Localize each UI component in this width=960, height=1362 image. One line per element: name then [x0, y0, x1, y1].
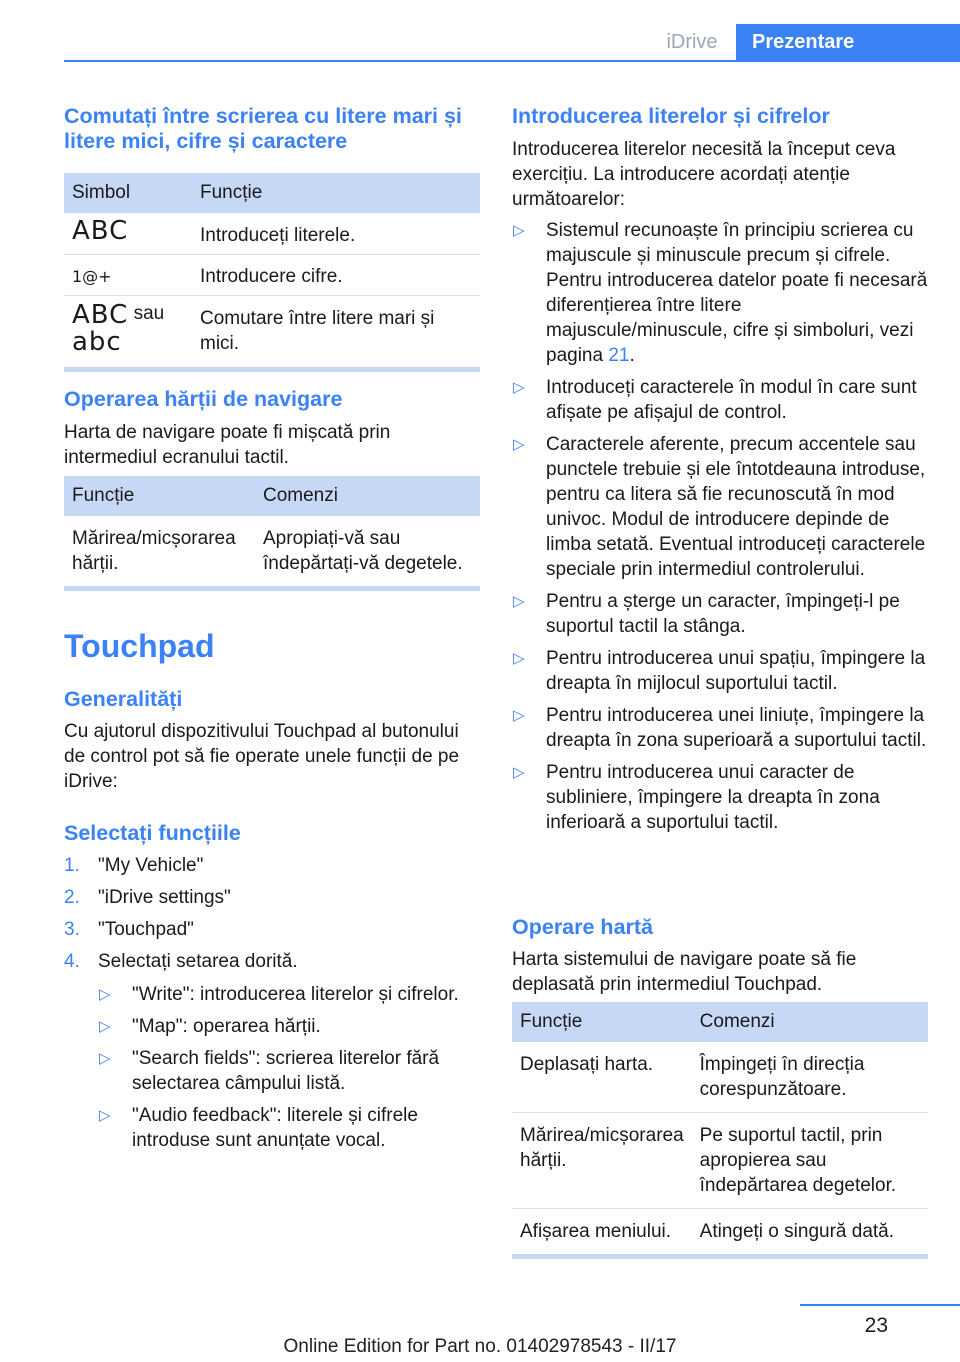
bullet-text: Pentru introducerea unui caracter de subliniere, împingere la dreapta în zona inferioară a suportului tactil. — [546, 762, 880, 833]
step-text: "My Vehicle" — [98, 855, 204, 876]
table-header-row — [64, 173, 480, 213]
column-header: Comenzi — [255, 476, 480, 516]
general-text: Cu ajutorul dispozitivului Touchpad al butonului de control pot să fie operate unele funcții de pe iDrive: — [64, 721, 460, 792]
triangle-bullet-icon: ▷ — [513, 764, 525, 781]
list-item — [512, 589, 928, 639]
map-operation-table-block — [512, 1002, 928, 1259]
header-chapter: Prezentare — [736, 24, 960, 60]
bullet-text: Caracterele aferente, precum accentele sau punctele trebuie și ele întotdeauna introduse, pentru ca litera să fie recunoscută în mod univoc. Modul de introducere depinde de limba setată. Eventual introduceți caracterele speciale prin intermediul controlerului. — [546, 434, 926, 580]
step-number: 1. — [64, 855, 80, 876]
bullet-text: Pentru a șterge un caracter, împingeți-l pe suportul tactil la stânga. — [546, 591, 900, 637]
list-item — [512, 375, 928, 425]
table-end-rule — [64, 586, 480, 591]
command-cell: Apropiați-vă sau îndepărtați-vă degetele. — [263, 528, 463, 574]
abc-uppercase-icon: ABC — [72, 216, 129, 246]
step-text: "iDrive settings" — [98, 887, 231, 908]
symbol-table-block — [64, 173, 480, 372]
table-row — [64, 213, 480, 255]
command-cell: Atingeți o singură dată. — [699, 1221, 895, 1242]
function-cell: Deplasați harta. — [512, 1042, 692, 1113]
list-item — [64, 885, 480, 910]
page-link[interactable]: 21 — [608, 345, 630, 366]
triangle-bullet-icon: ▷ — [99, 1050, 111, 1067]
symbol-table — [64, 173, 480, 367]
list-item — [512, 432, 928, 582]
triangle-bullet-icon: ▷ — [513, 222, 525, 239]
function-cell: Comutare între litere mari și mici. — [200, 308, 435, 354]
list-item — [98, 1014, 478, 1039]
map-text: Harta de navigare poate fi mișcată prin intermediul ecranului tactil. — [64, 422, 391, 468]
table-row — [512, 1042, 928, 1113]
bullet-text: Pentru introducerea unei liniuțe, împingere la dreapta în zona superioară a suportului tactil. — [546, 705, 927, 751]
list-item — [512, 760, 928, 835]
abc-lowercase-icon: abc — [72, 327, 122, 357]
input-bullets — [512, 218, 928, 842]
table-header-row — [64, 476, 480, 516]
intro-heading: Introducerea literelor și cifrelor — [512, 104, 830, 128]
triangle-bullet-icon: ▷ — [513, 707, 525, 724]
column-header: Funcție — [64, 476, 255, 516]
command-cell: Împingeți în direcția corespunzătoare. — [692, 1042, 928, 1113]
triangle-bullet-icon: ▷ — [513, 436, 525, 453]
general-heading: Generalități — [64, 687, 183, 711]
page-header — [0, 0, 960, 62]
table-row — [64, 255, 480, 296]
triangle-bullet-icon: ▷ — [99, 986, 111, 1003]
triangle-bullet-icon: ▷ — [99, 1107, 111, 1124]
sub-item-text: "Search fields": scrierea literelor fără selectarea câmpului listă. — [132, 1048, 440, 1094]
sub-item-text: "Write": introducerea literelor și cifrelor. — [132, 984, 459, 1005]
symbol-connector: sau — [133, 303, 165, 324]
touchpad-title: Touchpad — [64, 628, 215, 664]
bullet-text: Pentru introducerea unui spațiu, împingere la dreapta în mijlocul suportului tactil. — [546, 648, 926, 694]
table-end-rule — [512, 1254, 928, 1259]
abc-uppercase-icon: ABC — [72, 300, 129, 330]
list-item — [512, 646, 928, 696]
table-row — [512, 1113, 928, 1209]
map-table — [64, 476, 480, 586]
intro-text: Introducerea literelor necesită la început ceva exercițiu. La introducere acordați atenție următoarelor: — [512, 139, 896, 210]
table-header-row — [512, 1002, 928, 1042]
list-item — [512, 703, 928, 753]
switch-heading: Comutați între scrierea cu litere mari și litere mici, cifre și caractere — [64, 104, 462, 153]
header-section: iDrive — [666, 31, 718, 53]
map-table-block — [64, 476, 480, 591]
sub-item-text: "Map": operarea hărții. — [132, 1016, 321, 1037]
map-operation-text: Harta sistemului de navigare poate să fie deplasată prin intermediul Touchpad. — [512, 949, 857, 995]
page-number: 23 — [864, 1314, 888, 1337]
triangle-bullet-icon: ▷ — [513, 379, 525, 396]
step-number: 3. — [64, 919, 80, 940]
steps-list — [64, 853, 480, 981]
footer-rule — [800, 1304, 960, 1306]
list-item — [64, 853, 480, 878]
function-cell: Introduceți literele. — [192, 213, 480, 255]
sub-item-text: "Audio feedback": literele și cifrele introduse sunt anunțate vocal. — [132, 1105, 418, 1151]
column-header: Funcție — [192, 173, 480, 213]
step-number: 4. — [64, 951, 80, 972]
select-heading: Selectați funcțiile — [64, 821, 241, 845]
table-row — [64, 516, 480, 586]
list-item — [512, 218, 928, 368]
triangle-bullet-icon: ▷ — [513, 650, 525, 667]
step-text: Selectați setarea dorită. — [98, 951, 298, 972]
map-operation-table — [512, 1002, 928, 1254]
map-heading: Operarea hărții de navigare — [64, 387, 343, 411]
list-item — [98, 1103, 478, 1153]
function-cell: Introducere cifre. — [192, 255, 480, 296]
table-end-rule — [64, 367, 480, 372]
function-cell: Mărirea/micșorarea hărții. — [512, 1113, 692, 1209]
command-cell: Pe suportul tactil, prin apropierea sau îndepărtarea degetelor. — [692, 1113, 928, 1209]
function-cell: Afișarea meniului. — [520, 1221, 672, 1242]
bullet-text-end: . — [629, 345, 635, 366]
list-item — [98, 1046, 478, 1096]
numbers-symbols-icon: 1@+ — [72, 267, 112, 286]
list-item — [64, 949, 480, 974]
column-header: Simbol — [64, 173, 192, 213]
column-header: Comenzi — [692, 1002, 928, 1042]
function-cell: Mărirea/micșorarea hărții. — [72, 528, 236, 574]
bullet-text: Sistemul recunoaște în principiu scrierea cu majuscule și minuscule precum și cifrele. Pentru introducerea datelor poate fi necesară diferențierea între litere majuscule/minuscule, cifre și simboluri, vezi pagina — [546, 220, 928, 366]
settings-sublist — [98, 982, 478, 1160]
column-header: Funcție — [512, 1002, 692, 1042]
list-item — [64, 917, 480, 942]
step-number: 2. — [64, 887, 80, 908]
bullet-text: Introduceți caracterele în modul în care sunt afișate pe afișajul de control. — [546, 377, 917, 423]
triangle-bullet-icon: ▷ — [513, 593, 525, 610]
edition-text: Online Edition for Part no. 01402978543 - II/17 — [283, 1336, 677, 1357]
map-operation-heading: Operare hartă — [512, 915, 654, 939]
table-row — [64, 296, 480, 368]
triangle-bullet-icon: ▷ — [99, 1018, 111, 1035]
header-rule — [64, 60, 960, 62]
list-item — [98, 982, 478, 1007]
step-text: "Touchpad" — [98, 919, 194, 940]
table-row — [512, 1209, 928, 1255]
